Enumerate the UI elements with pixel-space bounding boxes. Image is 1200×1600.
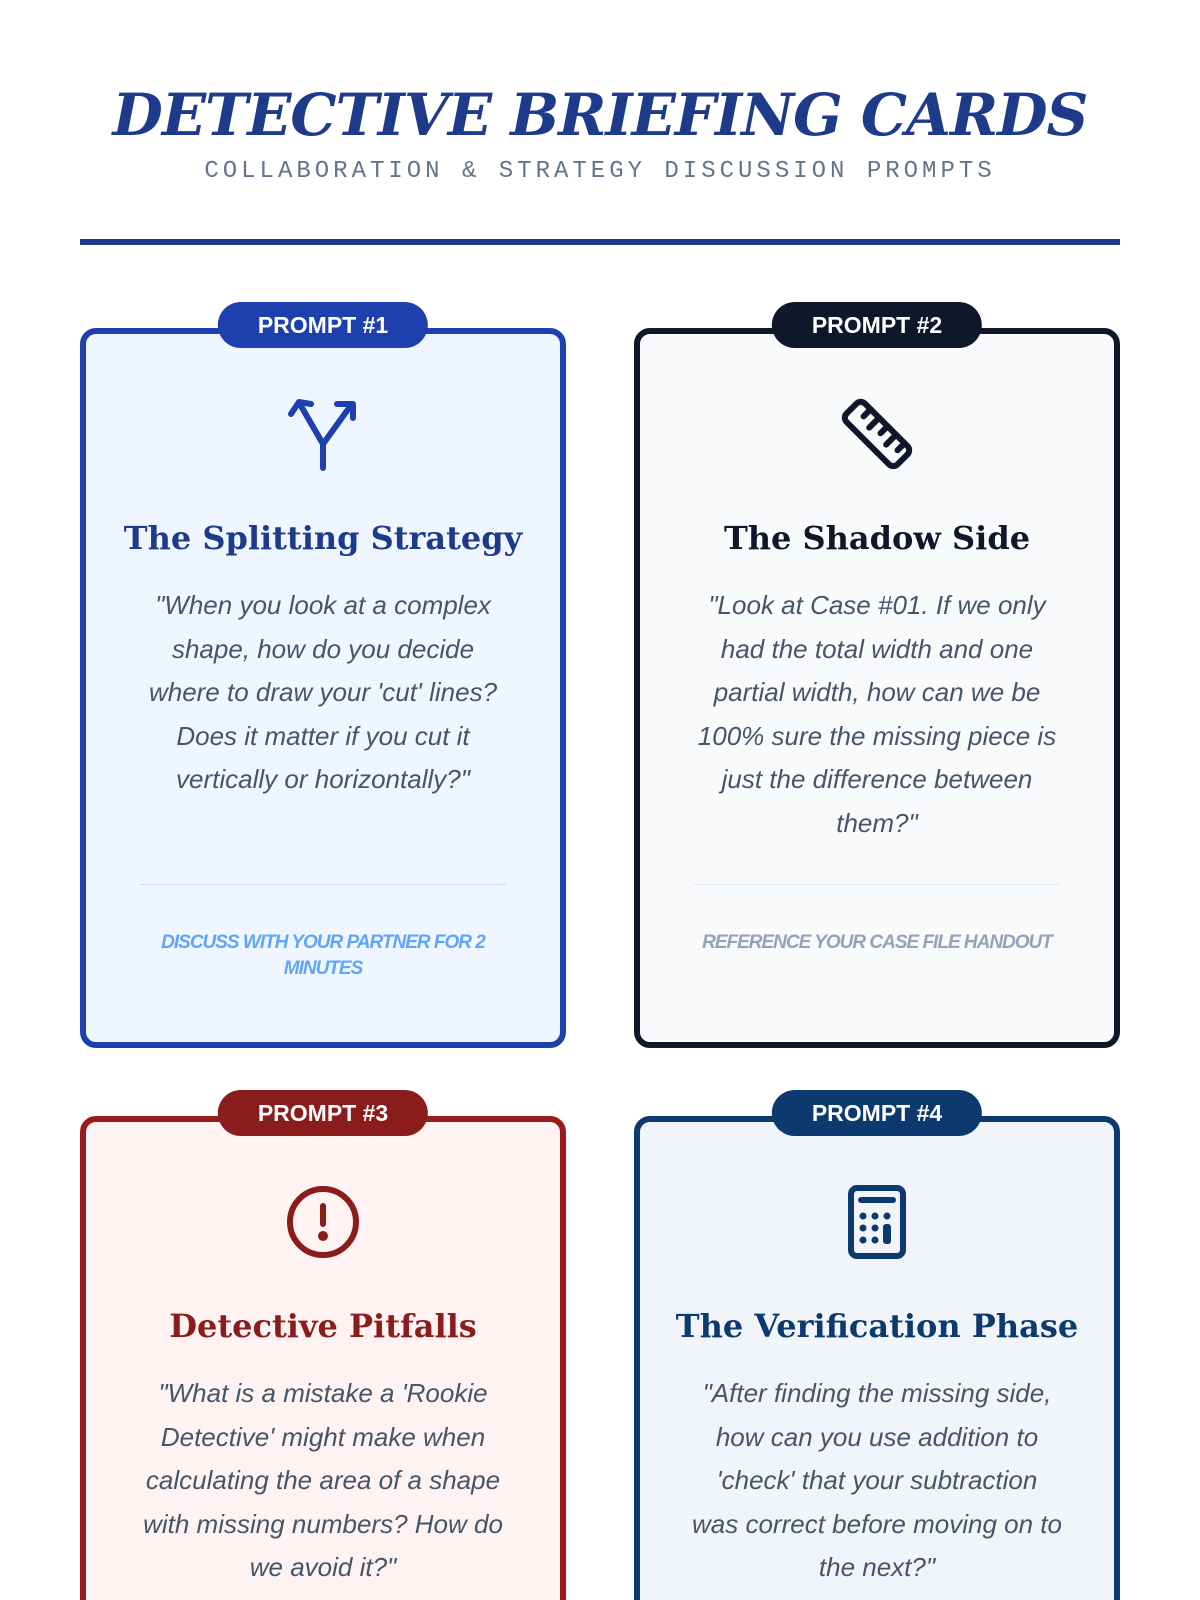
card-title: The Verification Phase bbox=[675, 1307, 1079, 1345]
page-subtitle: COLLABORATION & STRATEGY DISCUSSION PROMPTS bbox=[204, 158, 996, 185]
prompt-card-3 bbox=[80, 1100, 566, 1600]
card-quote: "After finding the missing side, how can you use addition to 'check' that your subtraction was correct before moving on to the next?" bbox=[692, 1378, 1062, 1582]
card-footer-note: DISCUSS WITH YOUR PARTNER FOR 2 MINUTES bbox=[161, 932, 485, 979]
ruler-icon bbox=[837, 394, 917, 474]
card-quote: "Look at Case #01. If we only had the total width and one partial width, how can we be 100% sure the missing piece is just the difference between them?" bbox=[697, 590, 1057, 838]
card-title: The Shadow Side bbox=[723, 519, 1031, 557]
card-footer-note: REFERENCE YOUR CASE FILE HANDOUT bbox=[702, 932, 1052, 953]
alert-circle-icon bbox=[283, 1182, 363, 1262]
card-divider bbox=[140, 884, 506, 885]
prompt-badge: PROMPT #4 bbox=[772, 1090, 982, 1136]
card-quote: "What is a mistake a 'Rookie Detective' might make when calculating the area of a shape with missing numbers? How do we avoid it?" bbox=[143, 1378, 503, 1582]
card-title: Detective Pitfalls bbox=[169, 1307, 477, 1345]
prompt-card-1 bbox=[80, 312, 566, 1048]
page-title: DETECTIVE BRIEFING CARDS bbox=[112, 81, 1088, 149]
prompt-badge: PROMPT #1 bbox=[218, 302, 428, 348]
prompt-card-4 bbox=[634, 1100, 1120, 1600]
card-quote: "When you look at a complex shape, how do you decide where to draw your 'cut' lines? Does it matter if you cut it vertically or horizontally?" bbox=[148, 590, 498, 794]
prompt-badge: PROMPT #3 bbox=[218, 1090, 428, 1136]
split-arrows-icon bbox=[283, 394, 363, 474]
calculator-icon bbox=[837, 1182, 917, 1262]
prompt-card-2 bbox=[634, 312, 1120, 1048]
header-divider bbox=[80, 239, 1120, 245]
card-title: The Splitting Strategy bbox=[123, 519, 523, 557]
prompt-badge: PROMPT #2 bbox=[772, 302, 982, 348]
page-header bbox=[0, 80, 1200, 185]
card-divider bbox=[694, 884, 1060, 885]
